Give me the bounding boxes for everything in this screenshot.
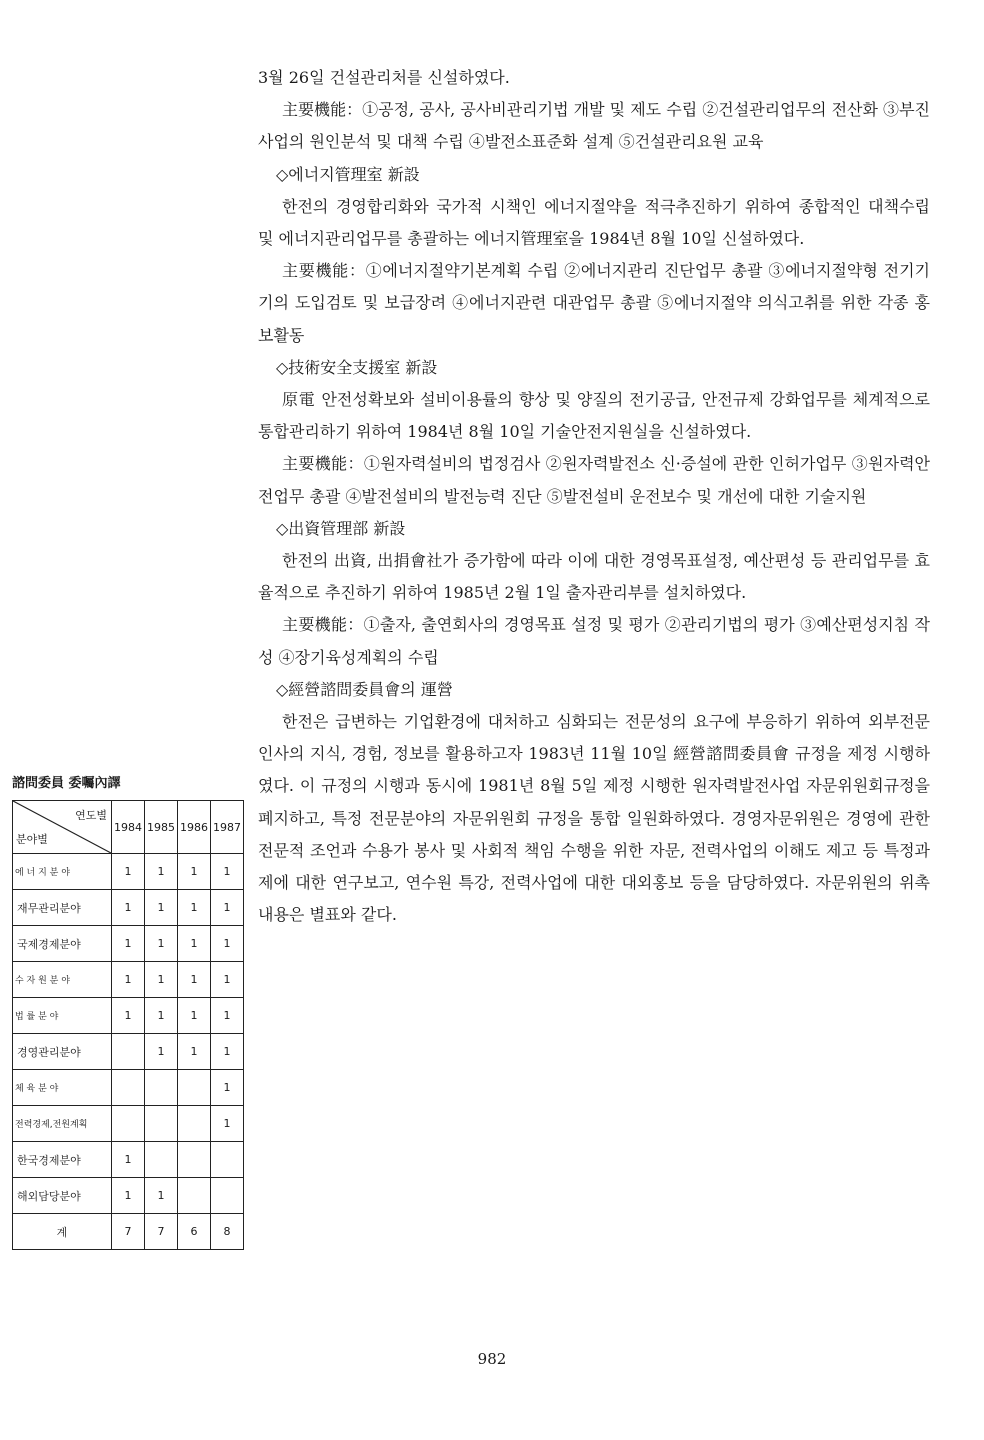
count-cell: 1 [112,854,145,890]
count-cell: 1 [145,962,178,998]
count-cell: 1 [112,962,145,998]
paragraph: 한전은 급변하는 기업환경에 대처하고 심화되는 전문성의 요구에 부응하기 위하여 외부전문인사의 지식, 경험, 정보를 활용하고자 1983년 11월 10일 經營諮問委員會 규정을 제정 시행하였다. 이 규정의 시행과 동시에 1981년 8월 5일 제정 시행한 원자력발전사업 자문위원회규정을 폐지하고, 특정 전문분야의 자문위원회 규정을 통합 일원화하였다. 경영자문위원은 경영에 관한 전문적 조언과 수용가 봉사 및 사회적 책임 수행을 위한 자문, 전력사업의 이해도 제고 등 특정과제에 대한 연구보고, 연수원 특강, 전력사업에 대한 대외홍보 등을 담당하였다. 자문위원의 위촉내용은 별표와 같다. [258,712,930,925]
total-cell: 7 [112,1214,145,1250]
table-row [13,1034,244,1070]
table-row [13,890,244,926]
table-row [13,926,244,962]
paragraph: 原電 안전성확보와 설비이용률의 향상 및 양질의 전기공급, 안전규제 강화업무를 체계적으로 통합관리하기 위하여 1984년 8월 10일 기술안전지원실을 신설하였다. [258,390,930,442]
count-cell: 1 [178,998,211,1034]
count-cell [211,1142,244,1178]
count-cell [112,1034,145,1070]
table-row [13,1070,244,1106]
advisory-committee-table [12,800,244,1250]
count-cell: 1 [112,1178,145,1214]
field-label: 한국경제분야 [13,1142,112,1178]
count-cell [178,1142,211,1178]
count-cell: 1 [178,890,211,926]
total-cell: 8 [211,1214,244,1250]
year-header: 1984 [112,801,145,854]
year-header: 1986 [178,801,211,854]
table-header-row [13,801,244,854]
count-cell [145,1106,178,1142]
count-cell: 1 [145,1178,178,1214]
side-table-title: 諮問委員 委囑內譯 [12,776,121,791]
count-cell: 1 [112,926,145,962]
count-cell: 1 [145,890,178,926]
paragraph: 한전의 경영합리화와 국가적 시책인 에너지절약을 적극추진하기 위하여 종합적인 대책수립 및 에너지관리업무를 총괄하는 에너지管理室을 1984년 8월 10일 신설하였다. [258,196,930,249]
count-cell: 1 [211,1070,244,1106]
paragraph: 主要機能：①출자, 출연회사의 경영목표 설정 및 평가 ②관리기법의 평가 ③예산편성지침 작성 ④장기육성계획의 수립 [258,615,930,667]
year-header: 1985 [145,801,178,854]
corner-label-years: 연도별 [75,809,107,822]
field-label: 수 자 원 분 야 [13,962,112,998]
field-label: 해외담당분야 [13,1178,112,1214]
section-heading: ◇出資管理部 新設 [276,518,406,538]
year-header: 1987 [211,801,244,854]
count-cell [145,1142,178,1178]
count-cell: 1 [211,1034,244,1070]
field-label: 체 육 분 야 [13,1070,112,1106]
total-cell: 6 [178,1214,211,1250]
table-corner-cell [13,801,112,854]
count-cell: 1 [145,1034,178,1070]
count-cell [178,1106,211,1142]
count-cell: 1 [178,1034,211,1070]
count-cell: 1 [178,926,211,962]
table-row [13,962,244,998]
count-cell [211,1178,244,1214]
count-cell: 1 [145,926,178,962]
paragraph: 主要機能：①공정, 공사, 공사비관리기법 개발 및 제도 수립 ②건설관리업무의 전산화 ③부진사업의 원인분석 및 대책 수립 ④발전소표준화 설계 ⑤건설관리요원 교육 [258,100,930,152]
count-cell: 1 [178,854,211,890]
count-cell: 1 [112,1142,145,1178]
total-cell: 7 [145,1214,178,1250]
count-cell: 1 [145,854,178,890]
count-cell [112,1070,145,1106]
page-number: 982 [477,1350,507,1368]
table-total-row [13,1214,244,1250]
count-cell: 1 [211,854,244,890]
count-cell: 1 [211,926,244,962]
table-row [13,1178,244,1214]
table-row [13,1142,244,1178]
section-heading: ◇技術安全支援室 新設 [276,357,438,377]
field-label: 전력경제,전원계획 [13,1106,112,1142]
count-cell [178,1178,211,1214]
count-cell: 1 [211,998,244,1034]
count-cell [145,1070,178,1106]
body-text [258,62,930,931]
field-label: 국제경제분야 [13,926,112,962]
count-cell: 1 [211,962,244,998]
table-row [13,1106,244,1142]
corner-label-fields: 분야별 [16,833,48,846]
count-cell: 1 [145,998,178,1034]
field-label: 에 너 지 분 야 [13,854,112,890]
section-heading: ◇에너지管理室 新設 [276,164,420,184]
table-row [13,854,244,890]
total-label: 계 [13,1214,112,1250]
table-row [13,998,244,1034]
count-cell [112,1106,145,1142]
field-label: 경영관리분야 [13,1034,112,1070]
paragraph: 3월 26일 건설관리처를 신설하였다. [258,68,510,87]
field-label: 법 률 분 야 [13,998,112,1034]
paragraph: 主要機能：①에너지절약기본계획 수립 ②에너지관리 진단업무 총괄 ③에너지절약형 전기기기의 도입검토 및 보급장려 ④에너지관련 대관업무 총괄 ⑤에너지절약 의식고취를 위한 각종 홍보활동 [258,261,930,345]
count-cell: 1 [112,890,145,926]
count-cell [178,1070,211,1106]
field-label: 재무관리분야 [13,890,112,926]
section-heading: ◇經營諮問委員會의 運營 [276,679,453,699]
count-cell: 1 [211,890,244,926]
count-cell: 1 [211,1106,244,1142]
paragraph: 한전의 出資, 出捐會社가 증가함에 따라 이에 대한 경영목표설정, 예산편성 등 관리업무를 효율적으로 추진하기 위하여 1985년 2월 1일 출자관리부를 설치하였다. [258,551,930,603]
count-cell: 1 [178,962,211,998]
paragraph: 主要機能：①원자력설비의 법정검사 ②원자력발전소 신·증설에 관한 인허가업무 ③원자력안전업무 총괄 ④발전설비의 발전능력 진단 ⑤발전설비 운전보수 및 개선에 대한 기술지원 [258,454,930,506]
count-cell: 1 [112,998,145,1034]
